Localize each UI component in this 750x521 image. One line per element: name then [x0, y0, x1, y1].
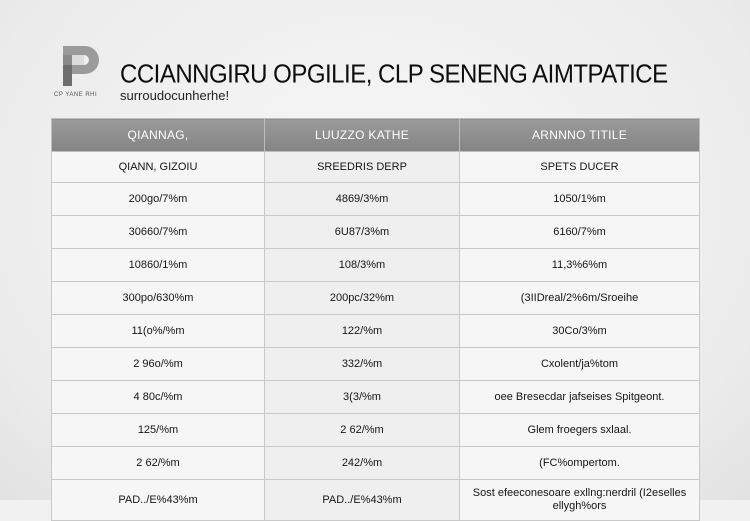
table-cell: 30Co/3%m: [460, 315, 700, 348]
table-cell: Glem froegers sxlaal.: [460, 414, 700, 447]
company-logo: [54, 44, 108, 100]
table-cell: 6160/7%m: [460, 216, 700, 249]
column-header: LUUZZO KATHE: [265, 119, 460, 152]
table-cell: 200pc/32%m: [265, 282, 460, 315]
table-cell: 108/3%m: [265, 249, 460, 282]
table-cell: (FC%ompertom.: [460, 447, 700, 480]
logo-caption: CP YANE RHI: [54, 92, 98, 98]
table-cell: 1050/1%m: [460, 183, 700, 216]
table-cell: 2 62/%m: [52, 447, 265, 480]
table-cell: 122/%m: [265, 315, 460, 348]
table-cell: (3IIDreal/2%6m/Sroeihe: [460, 282, 700, 315]
table-cell: 6U87/3%m: [265, 216, 460, 249]
table-cell: QIANN, GIZOIU: [52, 152, 265, 183]
table-cell: 200go/7%m: [52, 183, 265, 216]
table-cell: 300po/630%m: [52, 282, 265, 315]
table-cell: 4 80c/%m: [52, 381, 265, 414]
table-row: [52, 249, 700, 282]
table-header-row: [52, 119, 700, 152]
table-row: [52, 480, 700, 521]
table-row: [52, 414, 700, 447]
column-header: ARNNNO TITILE: [460, 119, 700, 152]
table-cell: 30660/7%m: [52, 216, 265, 249]
table-cell: 11,3%6%m: [460, 249, 700, 282]
table-cell: oee Bresecdar jafseises Spitgeont.: [460, 381, 700, 414]
table-cell: 3(3/%m: [265, 381, 460, 414]
table-row: [52, 152, 700, 183]
table-row: [52, 381, 700, 414]
table-cell: 2 62/%m: [265, 414, 460, 447]
table-cell: Cxolent/ja%tom: [460, 348, 700, 381]
column-header: QIANNAG,: [52, 119, 265, 152]
logo-p-icon: [61, 44, 101, 88]
table-cell: 332/%m: [265, 348, 460, 381]
table-cell: 11(o%/%m: [52, 315, 265, 348]
table-cell: 10860/1%m: [52, 249, 265, 282]
table-row: [52, 348, 700, 381]
table-row: [52, 282, 700, 315]
table-row: [52, 216, 700, 249]
table-row: [52, 183, 700, 216]
table-row: [52, 315, 700, 348]
table-cell: PAD../E%43%m: [265, 480, 460, 521]
table-cell: PAD../E%43%m: [52, 480, 265, 521]
table-cell: SPETS DUCER: [460, 152, 700, 183]
table-cell: 242/%m: [265, 447, 460, 480]
page-subtitle: surroudocunherhe!: [120, 88, 230, 103]
table-cell: SREEDRIS DERP: [265, 152, 460, 183]
page-title: CCIANNGIRU OPGILIE, CLP SENENG AIMTPATICE: [120, 60, 668, 90]
table-cell: 2 96o/%m: [52, 348, 265, 381]
data-table: [51, 118, 700, 521]
table-cell: Sost efeeconesoare exllng:nerdril (I2eselles ellygh%ors: [460, 480, 700, 521]
table-cell: 125/%m: [52, 414, 265, 447]
table-row: [52, 447, 700, 480]
table-cell: 4869/3%m: [265, 183, 460, 216]
